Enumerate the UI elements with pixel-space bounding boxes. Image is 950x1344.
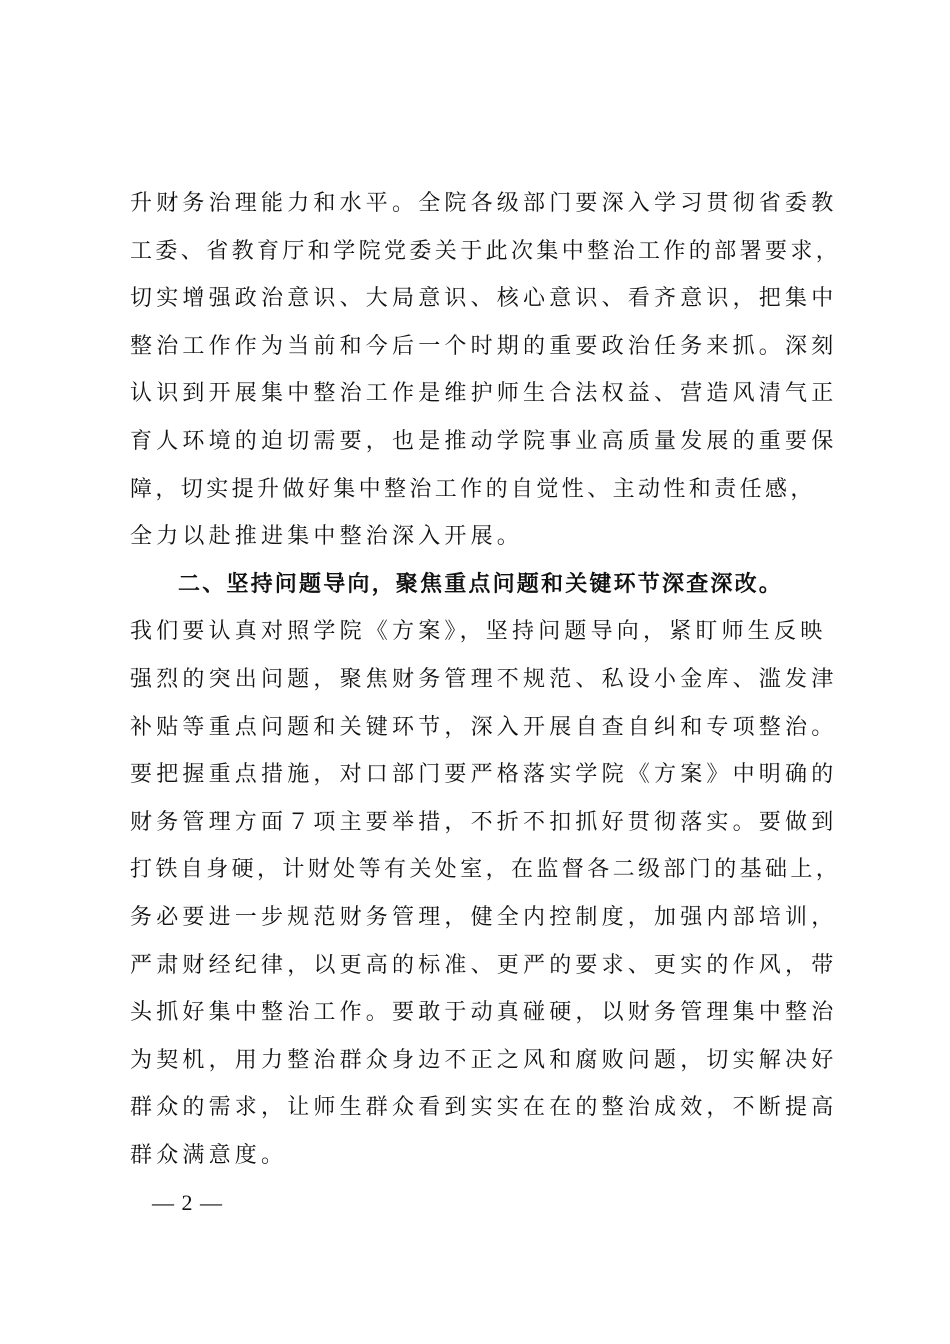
- text-line: 群众的需求，让师生群众看到实实在在的整治成效，不断提高: [130, 1095, 838, 1121]
- text-line: 升财务治理能力和水平。全院各级部门要深入学习贯彻省委教: [130, 191, 838, 216]
- text-line: 务必要进一步规范财务管理，健全内控制度，加强内部培训，: [130, 904, 838, 930]
- text-line: 强烈的突出问题，聚焦财务管理不规范、私设小金库、滥发津: [130, 666, 838, 692]
- text-line: 补贴等重点问题和关键环节，深入开展自查自纠和专项整治。: [130, 714, 838, 740]
- section-heading: 二、坚持问题导向，聚焦重点问题和关键环节深查深改。: [178, 571, 784, 597]
- text-line: 头抓好集中整治工作。要敢于动真碰硬，以财务管理集中整治: [130, 1000, 838, 1026]
- text-line: 群众满意度。: [130, 1142, 288, 1168]
- text-line: 障，切实提升做好集中整治工作的自觉性、主动性和责任感，: [130, 476, 816, 502]
- text-line: 育人环境的迫切需要，也是推动学院事业高质量发展的重要保: [130, 428, 838, 454]
- page-number: — 2 —: [152, 1190, 223, 1215]
- text-line: 我们要认真对照学院《方案》，坚持问题导向，紧盯师生反映: [130, 619, 827, 645]
- text-line: 打铁自身硬，计财处等有关处室，在监督各二级部门的基础上，: [130, 857, 842, 883]
- text-line: 认识到开展集中整治工作是维护师生合法权益、营造风清气正: [130, 381, 838, 407]
- text-line: 为契机，用力整治群众身边不正之风和腐败问题，切实解决好: [130, 1047, 838, 1073]
- text-line: 工委、省教育厅和学院党委关于此次集中整治工作的部署要求，: [130, 238, 842, 264]
- body-text: [130, 180, 850, 1179]
- text-line: 全力以赴推进集中整治深入开展。: [130, 524, 524, 550]
- text-line: 严肃财经纪律，以更高的标准、更严的要求、更实的作风，带: [130, 952, 838, 978]
- text-line: 整治工作作为当前和今后一个时期的重要政治任务来抓。深刻: [130, 333, 838, 359]
- text-line: 要把握重点措施，对口部门要严格落实学院《方案》中明确的: [130, 762, 838, 788]
- text-line: 财务管理方面７项主要举措，不折不扣抓好贯彻落实。要做到: [130, 809, 838, 835]
- text-line: 切实增强政治意识、大局意识、核心意识、看齐意识，把集中: [130, 286, 838, 312]
